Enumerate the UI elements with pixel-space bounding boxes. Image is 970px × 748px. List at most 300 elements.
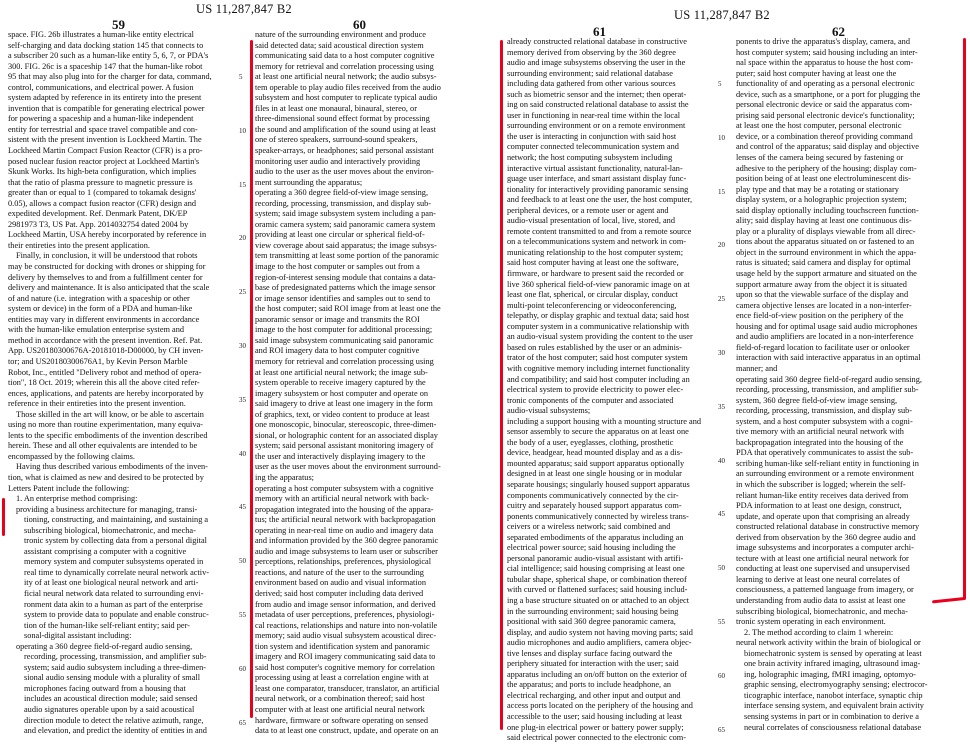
line-number: 65 [239,718,246,727]
text-line: Skunk Works. Its high-beta configuration, which implies [8,167,197,177]
text-line: electrical power source; said housing including the [507,543,676,553]
red-annotation-bar-col61 [500,40,503,730]
page-header-left: US 11,287,847 B2 [196,2,292,16]
text-line: includes an acoustical direction module; said sensed [24,694,198,704]
text-line: the user is interacting in conjunction with said host [507,131,677,141]
text-line: imagery and ROI imagery communicating said data to [255,652,436,662]
text-line: firmware, or hardware to present said the recorded or [507,269,684,279]
text-line: conducting at least one supervised and unsupervised [736,564,910,574]
text-line: system or device) in the form of a PDA and human-like [8,304,193,314]
text-line: tronic system operating in each environment. [736,617,886,627]
line-number: 15 [239,180,246,189]
text-line: components communicatively connected by the cir- [507,490,679,500]
text-line: surrounding environment or on a remote environment [507,121,686,131]
text-line: audio signatures operable upon by a said acoustical [24,705,195,714]
text-line: three-dimensional sound effect format by processing [255,114,430,124]
text-line: and ROI imagery data to host computer cognitive [255,346,420,356]
text-line: audio to the user as the user moves about the environ- [255,167,434,177]
text-line: files in at least one monaural, binaural, stereo, or [255,103,417,113]
text-line: system to provide data to populate and enable construc- [24,610,209,620]
text-line: that the ratio of plasma pressure to magnetic pressure is [8,177,193,187]
text-line: operating said 360 degree field-of-regard audio sensing, [736,374,922,384]
text-line: an audio-visual system providing the content to the user [507,332,693,342]
text-line: memory for retrieval and correlation processing using [255,61,434,71]
text-line: tions about the apparatus situated on or fastened to an [736,237,915,247]
text-line: with the human-like emulation enterprise system and [8,325,185,335]
text-line: PDA information to at least one design, construct, [736,501,902,511]
text-line: sional audio sensing module with a plurality of small [24,673,201,683]
text-line: multi-point teleconferencing or videoconferencing, [507,300,677,310]
text-line: memory for retrieval and correlation processing using [255,356,434,366]
text-line: ment surrounding the apparatus; [255,177,363,187]
text-line: system; said audio subsystem including a three-dimen- [24,662,207,672]
text-line: sistent with the present invention is Lockheed Martin. The [8,135,202,145]
text-line: 0.05), allows a compact fusion reactor (CFR) design and [8,198,197,208]
red-annotation-bar-col60 [250,40,253,718]
text-line: greater than or equal to 1 (compared to tokamak designs' [8,188,197,198]
text-line: environment based on audio and visual information [255,578,426,588]
text-line: in which the subscriber is logged; wherein the self- [736,479,906,489]
text-line: constructed relational database in constructive memory [736,522,920,532]
text-line: for powering a spaceship and a human-like independent [8,114,194,124]
text-line: at least one artificial neural network; the audio subsys- [255,72,437,82]
text-line: device, headgear, head mounted display and as a dis- [507,448,683,458]
text-line: ponents to drive the apparatus's display, camera, and [736,37,910,46]
text-line: periphery situated for interaction with the user; said [507,659,679,669]
text-line: their entireties into the present application. [8,240,150,250]
column-62-text [736,37,951,747]
text-line: providing at least one circular or spherical field-of- [255,230,425,240]
text-line: providing a business architecture for managing, transi- [16,504,198,514]
text-line: said detected data; said acoustical direction system [255,40,424,50]
text-line: ficial neural network data related to surrounding envi- [24,588,204,598]
text-line: including a support housing with a mounting structure and [507,416,702,426]
text-line: device, or a combination thereof providing command [736,131,913,141]
line-number: 45 [718,510,725,519]
text-line: separated embodiments of the apparatus including an [507,532,684,542]
text-line: lenses of the camera being secured by fastening or [736,153,904,163]
text-line: Those skilled in the art will know, or be able to ascertain [16,409,204,419]
text-line: functionality of and operating as a personal electronic [736,79,915,89]
text-line: operating a 360 degree field-of-regard audio sensing, [16,641,193,651]
column-number-61: 61 [593,24,606,39]
text-line: hardware, firmware or software operating on sensed [255,715,429,725]
line-number: 40 [718,456,725,465]
text-line: tem operable to play audio files received from the audio [255,82,441,92]
text-line: of graphics, text, or video content to produce at least [255,409,430,419]
text-line: accessible to the user; said housing including at least [507,712,683,721]
text-line: host computer system; said housing including an inter- [736,47,918,57]
line-number-gutter-right [716,0,732,748]
text-line: Robot, Inc., entitled "Delivery robot and method of opera- [8,367,202,377]
line-number: 30 [239,342,246,351]
text-line: with cognitive memory including internet functionality [507,363,690,373]
line-number: 40 [239,449,246,458]
text-line: reliant human-like entity receives data derived from [736,490,909,500]
text-line: network; the host computing subsystem including [507,153,673,163]
text-line: derived from observation by the 360 degree audio and [736,532,916,542]
text-line: space. FIG. 26b illustrates a human-like entity electrical [8,30,194,39]
text-line: delivery by themselves to and from a fulfillment center for [8,272,203,282]
text-line: expedited development. Ref. Denmark Patent, DK/EP [8,209,188,219]
text-line: system; said image subsystem system including a pan- [255,209,436,219]
column-60-text [255,30,485,746]
text-line: tion of the human-like self-reliant entity; said per- [24,620,190,630]
line-number: 65 [718,725,725,734]
text-line: with curved or flattened surfaces; said housing includ- [507,585,688,595]
text-line: or image sensor identifies and samples out to send to [255,293,431,303]
text-line: communicating said data to a host computer cognitive [255,51,435,61]
text-line: image subsystems and incorporates a computer archi- [736,543,914,553]
text-line: tronic system by collecting data from a personal digital [24,536,207,546]
text-line: system operable to receive imagery captured by the [255,378,426,388]
text-line: memory system and computer subsystems operated in [24,557,204,567]
text-line: system, 360 degree field-of-view image sensing, [736,395,898,405]
text-line: propagation integrated into the housing of the appara- [255,504,434,514]
line-number: 20 [239,234,246,243]
text-line: support armature away from the object it is situated [736,279,907,289]
text-line: and elevation, and predict the identity of entities in and [24,726,207,736]
red-annotation-bar-col62 [963,38,966,600]
text-line: play or a plurality of displays viewable from all direc- [736,226,916,236]
text-line: electrical recharging, and other input and output and [507,690,681,700]
text-line: from audio and image sensor information, and derived [255,599,436,609]
text-line: derived; said host computer including data derived [255,588,424,598]
text-line: in the surrounding environment; said housing being [507,606,679,616]
text-line: display system, or a holographic projection system; [736,195,907,205]
text-line: graphic sensing, electromyography sensing; electrocor- [744,680,928,690]
text-line: on a telecommunications system and network in com- [507,237,687,247]
text-line: sional, or holographic content for an associated display [255,430,438,440]
text-line: audio-visual presentation of local, live, stored, and [507,216,675,226]
text-line: oramic camera system; said panoramic camera system [255,219,436,229]
text-line: audio microphones and audio amplifiers, camera objec- [507,638,692,648]
line-number: 30 [718,349,725,358]
text-line: one of stereo speakers, surround-sound speakers, [255,135,418,145]
text-line: personal electronic device or said the apparatus com- [736,100,913,110]
text-line: tor; and US20180300676A1, by Kevin Person Marble [8,356,188,366]
text-line: delivery and maintenance. It is also anticipated that the scale [8,283,210,293]
line-number: 50 [239,557,246,566]
text-line: interaction with said interactive apparatus in an optimal [736,353,921,363]
text-line: Finally, in conclusion, it will be understood that robots [16,251,198,261]
text-line: surrounding environment; said relational database [507,68,673,78]
text-line: ing, holographic imaging, fMRI imaging, optomyo- [744,669,916,679]
text-line: subscribing biological, biomechatronic, and mecha- [736,606,908,616]
text-line: nal space within the apparatus to house the host com- [736,58,914,68]
text-line: play type and that may be a rotating or stationary [736,184,899,194]
text-line: herein. These and all other equivalents are intended to be [8,441,198,451]
text-line: operating in near-real time on audio and imagery data [255,525,434,535]
text-line: system; said personal assistant monitoring imagery of [255,441,434,451]
text-line: user in functioning in near-real time within the local [507,110,681,120]
text-line: interface sensing system, and equivalent brain activity [744,701,924,711]
text-line: reference in their entireties into the present invention. [8,399,186,409]
text-line: least one comparator, transducer, translator, an artificial [255,683,440,693]
text-line: memory with an artificial neural network with back- [255,494,429,504]
text-line: cal reactions, relationships and nature into non-volatile [255,620,438,630]
text-line: at least one the host computer, personal electronic [736,121,902,131]
text-line: entities may vary in different environments in accordance [8,314,200,324]
text-line: tive memory with an artificial neural network with [736,427,904,437]
text-line: lents to the specific embodiments of the invention described [8,430,208,440]
text-line: cuitry and separately housed support apparatus com- [507,501,682,511]
text-line: said electrical power connected to the electronic com- [507,733,686,743]
text-line: using no more than routine experimentation, many equiva- [8,420,203,430]
text-line: image to the host computer or samples out from a [255,262,420,272]
text-line: neural network activity within the brain of biological or [736,638,921,648]
text-line: object in the surround environment in which the appa- [736,247,917,257]
text-line: subscribing biological, biomechatronic, and mecha- [24,525,196,535]
text-line: tion", 18 Oct. 2019; wherein this all the above cited refer- [8,378,200,388]
text-line: ponents communicatively connected by wireless trans- [507,511,689,521]
text-line: operating a host computer subsystem with a cognitive [255,483,434,493]
text-line: biomechatronic system is sensed by operating at least [744,648,922,658]
text-line: display, and audio system not having moving parts; said [507,627,693,637]
line-number: 25 [718,295,725,304]
line-number: 10 [239,126,246,135]
text-line: electrical system to provide electricity to power elec- [507,385,684,395]
text-line: tion system and identification system and panoramic [255,641,430,651]
text-line: the apparatus; and ports to include headphone, an [507,680,672,690]
text-line: image to the host computer for additional processing; [255,325,433,335]
text-line: PDA that operatively communicates to assist the sub- [736,448,914,458]
line-number: 55 [718,618,725,627]
text-line: sonal-digital assistant including: [24,631,132,641]
text-line: municating relationship to the host computer system; [507,247,684,257]
text-line: of and nature (i.e. integration with a spaceship or other [8,293,190,303]
text-line: reactions, and nature of the user to the surrounding [255,567,424,577]
text-line: ing a base structure situated on or attached to an object [507,595,690,605]
text-line: and feedback to at least one the user, the host computer, [507,195,693,205]
text-line: tion, what is claimed as new and desired to be protected by [8,472,204,482]
text-line: access ports located on the periphery of the housing and [507,701,693,711]
text-line: one plug-in electrical power or battery power supply; [507,722,684,732]
text-line: operating a 360 degree field-of-view image sensing, [255,188,429,198]
text-line: 300. FIG. 26c is a spaceship 147 that the human-like robot [8,61,203,71]
line-number: 5 [239,73,243,82]
text-line: Letters Patent include the following: [8,483,130,493]
text-line: ity of at least one biological neural network and arti- [24,578,199,588]
text-line: ronment data akin to a human as part of the enterprise [24,599,203,609]
text-line: camera objective lenses are located in a non-interfer- [736,300,912,310]
text-line: manner; and [736,363,778,373]
line-number: 35 [718,402,725,411]
text-line: 95 that may also plug into for the charger for data, command, [8,72,212,82]
text-line: ing on said constructed relational database to assist the [507,100,689,110]
text-line: field-of-regard location to facilitate user or onlooker [736,342,910,352]
line-number: 35 [239,395,246,404]
text-line: the user and interactively displaying imagery to the [255,451,426,461]
text-line: Lockheed Martin Compact Fusion Reactor (CFR) is a pro- [8,146,203,156]
text-line: tecture with at least one artificial neural network for [736,553,909,563]
text-line: an surrounding environment or a remote environment [736,469,914,479]
text-line: direction module to detect the relative azimuth, range, [24,715,204,725]
text-line: sensing systems in part or in combination to derive a [744,712,919,721]
text-line: tus; the artificial neural network with backpropagation [255,515,436,525]
column-number-60: 60 [353,17,366,32]
text-line: 2. The method according to claim 1 wherein: [744,627,894,637]
text-line: consciousness, a patterned language from imagery, or [736,585,914,595]
column-59-text [8,30,236,746]
line-number: 10 [718,133,725,142]
text-line: ences, applications, and patents are hereby incorporated by [8,388,204,398]
text-line: region-of-interest sensing module that contains a data- [255,272,436,282]
line-number: 5 [718,80,722,89]
text-line: control, communications, and electrical power. A fusion [8,82,194,92]
text-line: subsystem and host computer to replicate typical audio [255,93,438,103]
text-line: computer connected telecommunication system and [507,142,679,152]
text-line: encompassed by the following claims. [8,451,135,461]
text-line: said imagery to drive at least one imagery in the form [255,399,433,409]
text-line: said image subsystem communicating said panoramic [255,335,434,345]
text-line: 1. An enterprise method comprising: [16,494,138,504]
text-line: positional with said 360 degree panoramic camera, [507,617,676,627]
text-line: data to at least one construct, update, and operate on an [255,726,439,736]
text-line: Having thus described various embodiments of the inven- [16,462,208,472]
text-line: assistant comprising a computer with a cognitive [24,546,187,556]
text-line: ratus is situated; said camera and display for optimal [736,258,911,268]
text-line: personal panoramic audio-visual assistant with artifi- [507,553,684,563]
text-line: processing using at least a correlation engine with at [255,673,429,683]
text-line: said host computer having at least one the software, [507,258,679,268]
text-line: usage held by the support armature and situated on the [736,269,917,279]
text-line: entity for terrestrial and space travel compatible and con- [8,124,198,134]
text-line: tionality for interactively providing panoramic sensing [507,184,689,194]
column-61-text [507,37,713,747]
text-line: the body of a user, eyeglasses, clothing, prosthetic [507,437,674,447]
text-line: the host computer; said ROI image from at least one the [255,304,441,314]
text-line: live 360 spherical field-of-view panoramic image on at [507,279,690,289]
text-line: recording, processing, transmission, and display sub- [255,198,432,208]
text-line: the sound and amplification of the sound using at least [255,124,436,134]
text-line: audio and image subsystems to learn user or subscriber [255,546,438,556]
text-line: apparatus including an on/off button on the exterior of [507,669,688,679]
text-line: 2981973 T3, US Pat. App. 2014032754 dated 2004 by [8,219,189,229]
text-line: one monoscopic, binocular, stereoscopic, three-dimen- [255,420,437,430]
red-annotation-bar-claim1 [2,498,5,536]
text-line: separate housings; singularly housed support apparatus [507,479,690,489]
text-line: monitoring user audio and interactively providing [255,156,421,166]
line-number: 60 [239,664,246,673]
text-line: position being of at least one electroluminescent dis- [736,174,911,184]
text-line: recording, processing, transmission, and display sub- [736,406,913,416]
text-line: least one flat, spherical, or circular display, conduct [507,290,678,300]
text-line: scribing human-like self-reliant entity in functioning in [736,458,919,468]
text-line: panoramic sensor or image and transmits the ROI [255,314,420,324]
text-line: microphones facing outward from a housing that [24,683,186,693]
text-line: method in accordance with the present invention. Ref. Pat. [8,335,203,345]
text-line: base of predesignated patterns which the image sensor [255,283,436,293]
text-line: ticographic interface, nanobot interface, synaptic chip [744,690,923,700]
text-line: may be constructed for docking with drones or shipping for [8,262,206,272]
text-line: ality; said display having at least one continuous dis- [736,216,912,226]
text-line: cial intelligence; said housing comprising at least one [507,564,685,574]
text-line: App. US20180300676A-20181018-D00000, by CH inven- [8,346,204,356]
line-number: 50 [718,564,725,573]
text-line: based on rules established by the user or an adminis- [507,342,682,352]
text-line: metadata of user perceptions, preferences, physiologi- [255,610,435,620]
text-line: tronic components of the computer and associated [507,395,674,405]
text-line: sensor assembly to secure the apparatus on at least one [507,427,689,437]
text-line: system adapted by reference in its entirety into the present [8,93,202,103]
text-line: tioning, constructing, and maintaining, and sustaining a [24,515,209,525]
text-line: learning to derive at least one neural correlates of [736,574,901,584]
text-line: audio and image subsystems observing the user in the [507,58,686,68]
text-line: posed nuclear fusion reactor project at Lockheed Martin's [8,156,200,166]
text-line: including data gathered from other various sources [507,79,676,89]
text-line: nature of the surrounding environment and produce [255,30,426,39]
text-line: understanding from audio data to assist at least one [736,595,906,605]
column-number-62: 62 [832,24,845,39]
text-line: recording, processing, transmission, and amplifier sub- [736,385,919,395]
text-line: said display optionally including touchscreen function- [736,205,919,215]
text-line: puter; said host computer having at least one the [736,68,897,78]
text-line: imagery subsystem or host computer and operate on [255,388,429,398]
line-number: 45 [239,503,246,512]
page-header-right: US 11,287,847 B2 [674,8,770,22]
text-line: neural correlates of consciousness relational database [744,722,922,732]
text-line: neural network, or a combination thereof; said host [255,694,425,704]
line-number: 55 [239,611,246,620]
text-line: Lockheed Martin, USA hereby incorporated by reference in [8,230,207,240]
text-line: invention that is compatible for generating electrical power [8,103,205,113]
text-line: ceivers or a wireless network; said combined and [507,522,671,532]
text-line: telepathy, or display graphic and textual data; said host [507,311,690,321]
text-line: memory; said audio visual subsystem acoustical direc- [255,631,437,641]
text-line: self-charging and data docking station 145 that connects to [8,40,204,50]
text-line: update, and operate upon that comprising an already [736,511,910,521]
text-line: and control of the apparatus; said display and objective [736,142,919,152]
text-line: already constructed relational database in constructive [507,37,687,46]
text-line: device, such as a smartphone, or a port for plugging the [736,89,921,99]
text-line: perceptions, relationships, preferences, physiological [255,557,432,567]
text-line: mounted apparatus; said support apparatus optionally [507,458,685,468]
text-line: adhesive to the periphery of the housing; display com- [736,163,917,173]
text-line: peripheral devices, or a remote user or agent and [507,205,669,215]
text-line: prising said personal electronic device's functionality; [736,110,915,120]
text-line: a subscriber 20 such as a human-like entity 5, 6, 7, or PDA's [8,51,209,61]
text-line: ence field-of-view position on the periphery of the [736,311,904,321]
text-line: computer system in a communicative relationship with [507,321,690,331]
text-line: at least one artificial neural network; the image sub- [255,367,428,377]
text-line: ing the apparatus; [255,472,314,482]
text-line: said host computer's cognitive memory for correlation [255,662,435,672]
text-line: system, and a host computer subsystem with a cogni- [736,416,913,426]
text-line: tubular shape, spherical shape, or combination thereof [507,574,687,584]
text-line: remote content transmitted to and from a remote source [507,226,692,236]
text-line: user as the user moves about the environment surround- [255,462,441,472]
line-number: 25 [239,288,246,297]
text-line: computer with at least one artificial neural network [255,705,425,714]
text-line: and compatibility; and said host computer including an [507,374,690,384]
text-line: speaker-arrays, or headphones; said personal assistant [255,146,434,156]
text-line: backpropagation integrated into the housing of the [736,437,904,447]
text-line: recording, processing, transmission, and amplifier sub- [24,652,207,662]
text-line: audio-visual subsystems; [507,406,591,416]
text-line: upon so that the viewable surface of the display and [736,290,909,300]
line-number: 15 [718,187,725,196]
text-line: interactive virtual assistant functionality, natural-lan- [507,163,683,173]
text-line: view coverage about said apparatus; the image subsys- [255,240,437,250]
text-line: housing and for optimal usage said audio microphones [736,321,918,331]
text-line: real time to dynamically correlate neural network activ- [24,567,209,577]
text-line: such as biometric sensor and the internet; then operat- [507,89,687,99]
text-line: and audio amplifiers are located in a non-interference [736,332,914,342]
line-number: 60 [718,671,725,680]
text-line: tive lenses and display surface facing outward the [507,648,673,658]
text-line: memory derived from observing by the 360 degree [507,47,676,57]
